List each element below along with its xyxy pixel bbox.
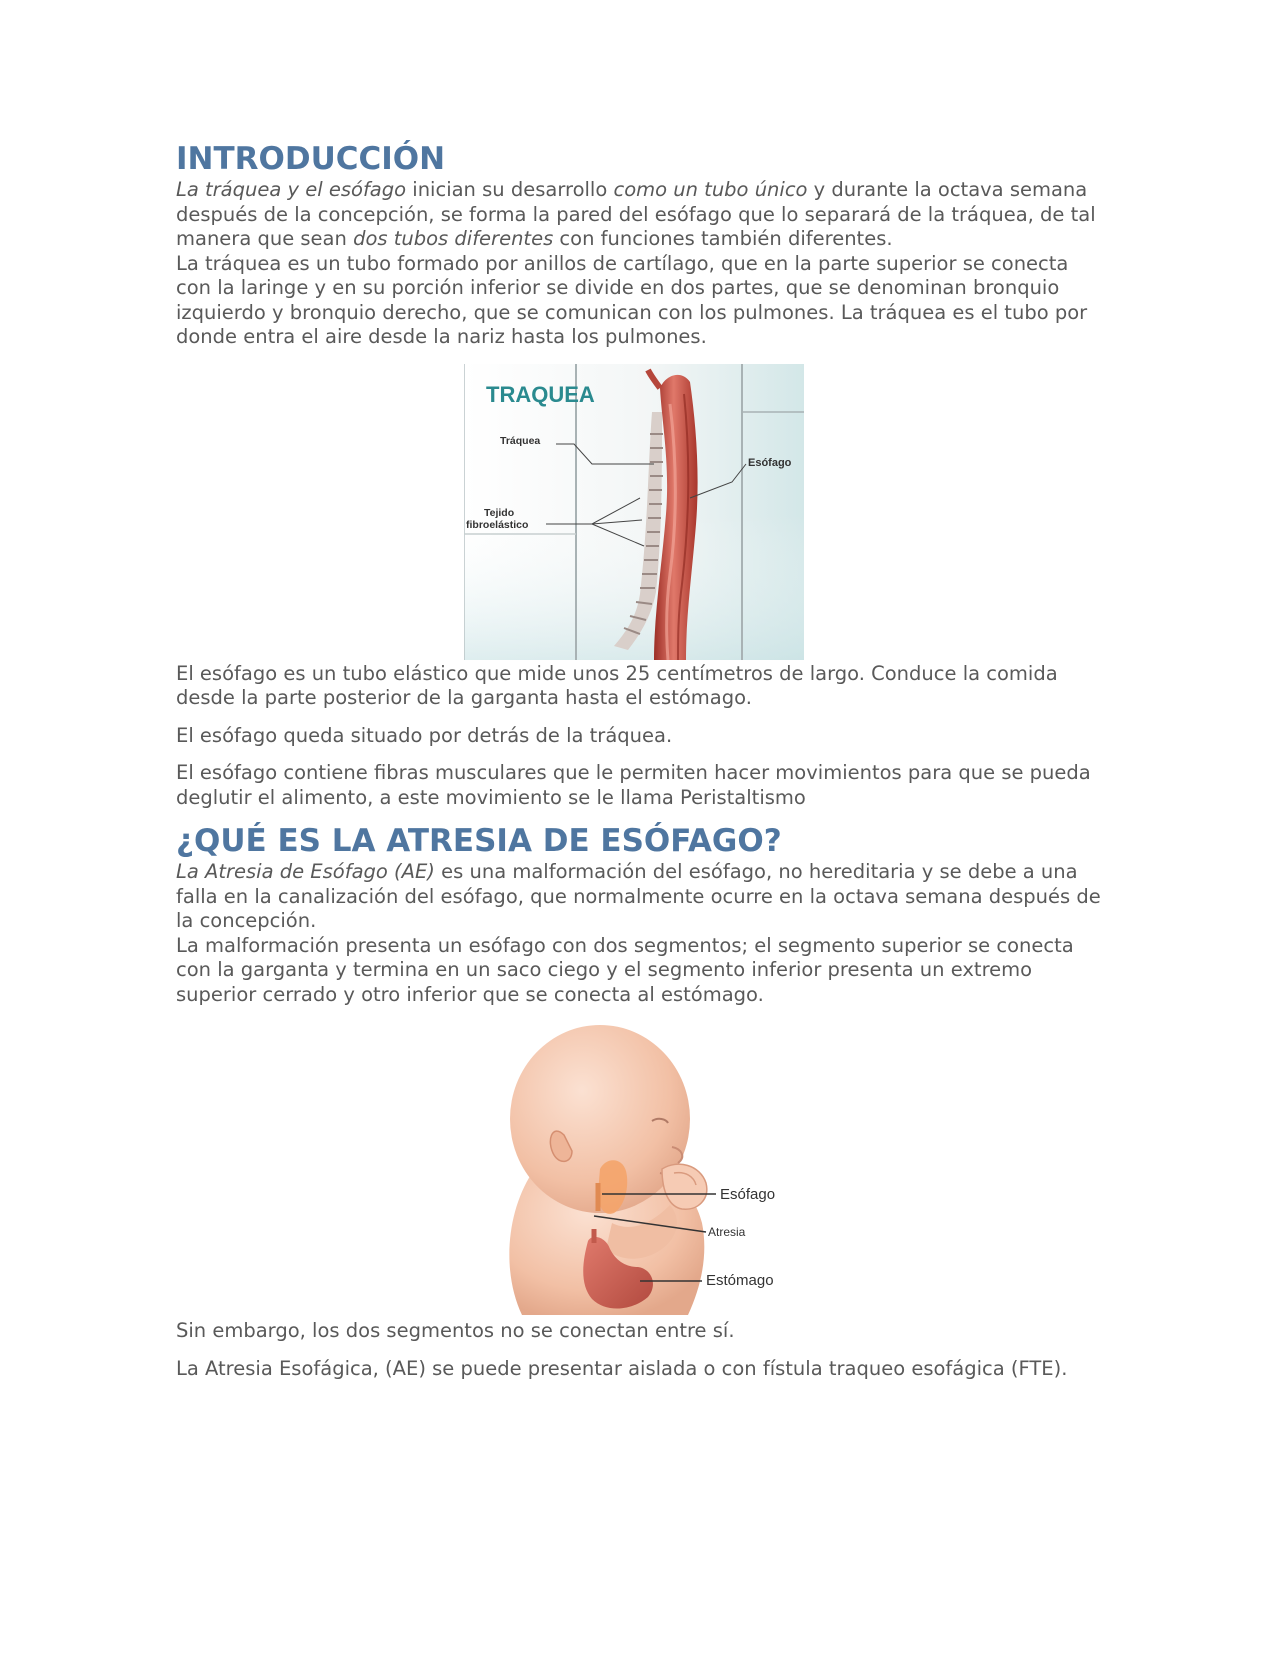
atresia-text-1: es una malformación del esófago, no hereditaria y se debe a una falla en la canalización del esófago, que normalmente ocurre en la octava semana después de la concepción. [176, 860, 1101, 932]
trachea-figure [464, 364, 804, 660]
intro-italic-1: La tráquea y el esófago [176, 178, 407, 201]
document-body [176, 140, 1106, 1381]
label-trachea: Tráquea [500, 434, 541, 447]
trachea-illustration [464, 364, 804, 660]
baby-label-stomach: Estómago [706, 1272, 774, 1289]
atresia-paragraph-2: La malformación presenta un esófago con dos segmentos; el segmento superior se conecta con la garganta y termina en un saco ciego y el segmento inferior presenta un extremo superior cerrado y otro inferior que se conecta al estómago. [176, 933, 1074, 1006]
label-esophagus: Esófago [748, 456, 792, 469]
atresia-paragraph-1 [176, 860, 1106, 934]
esophagus-paragraph-1: El esófago es un tubo elástico que mide unos 25 centímetros de largo. Conduce la comida desde la parte posterior de la garganta hasta el estómago. [176, 661, 1058, 709]
label-tissue-line2: fibroelástico [466, 518, 529, 531]
esophagus-paragraph-3: El esófago contiene fibras musculares que le permiten hacer movimientos para que se pueda deglutir el alimento, a este movimiento se le llama Peristaltismo [176, 761, 1091, 809]
baby-illustration [502, 1023, 808, 1315]
esophagus-paragraph-2: El esófago queda situado por detrás de la tráquea. [176, 723, 673, 747]
closing-paragraph-2: La Atresia Esofágica, (AE) se puede presentar aislada o con fístula traqueo esofágica (FTE). [176, 1356, 1068, 1380]
atresia-heading: ¿QUÉ ES LA ATRESIA DE ESÓFAGO? [176, 823, 782, 859]
baby-label-esophagus: Esófago [720, 1186, 776, 1203]
intro-heading: INTRODUCCIÓN [176, 141, 446, 177]
closing-paragraph-1: Sin embargo, los dos segmentos no se conectan entre sí. [176, 1319, 735, 1342]
intro-text-2: y durante la octava semana después de la concepción, se forma la pared del esófago que lo separará de la tráquea, de tal manera que sean [176, 178, 1096, 250]
intro-text-1: inician su desarrollo [406, 178, 614, 201]
trachea-figure-title: TRAQUEA [486, 381, 595, 407]
intro-italic-3: dos tubos diferentes [353, 227, 554, 250]
baby-label-atresia: Atresia [708, 1225, 746, 1239]
atresia-italic-1: La Atresia de Esófago (AE) [176, 860, 435, 883]
intro-italic-2: como un tubo único [613, 178, 808, 201]
intro-paragraph-2: La tráquea es un tubo formado por anillos de cartílago, que en la parte superior se conecta con la laringe y en su porción inferior se divide en dos partes, que se denominan bronquio izquierdo y bronquio derecho, que se comunican con los pulmones. La tráquea es el tubo por donde entra el aire desde la nariz hasta los pulmones. [176, 251, 1088, 348]
intro-text-3: con funciones también diferentes. [553, 227, 893, 250]
intro-paragraph-1 [176, 178, 1106, 252]
label-tissue-line1: Tejido [484, 506, 515, 519]
baby-figure [502, 1023, 808, 1315]
